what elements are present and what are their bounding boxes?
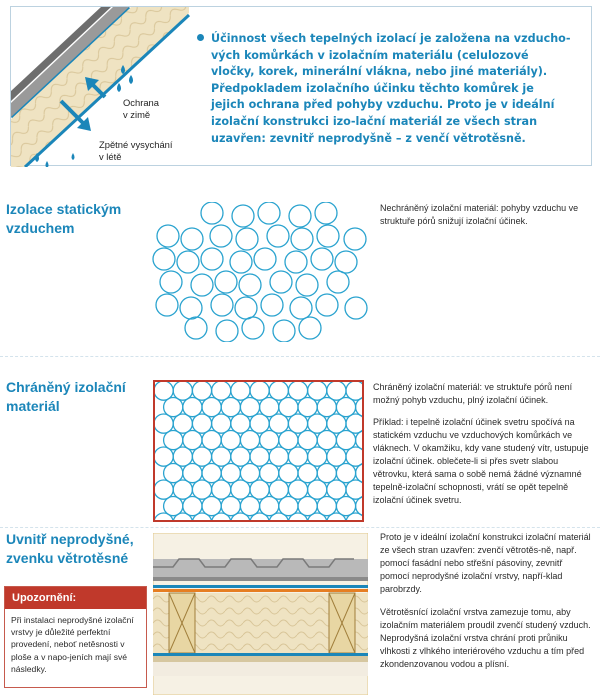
pore-circle xyxy=(327,271,349,293)
pore-circle xyxy=(316,294,338,316)
warning-box xyxy=(4,586,147,688)
section2-paragraph-1: Chráněný izolační materiál: ve struktuře pórů není možný pohyb vzduchu, plný izolační účinek. xyxy=(373,382,573,405)
pore-circle xyxy=(156,294,178,316)
pore-circle xyxy=(180,297,202,319)
pore-circle xyxy=(177,251,199,273)
pore-circle xyxy=(201,248,223,270)
pore-circle xyxy=(230,251,252,273)
unprotected-pore-diagram xyxy=(150,202,370,342)
section3-description xyxy=(380,531,593,671)
warning-title: Upozornění: xyxy=(5,587,146,609)
section3-paragraph-1: Proto je v ideální izolační konstrukci izolační materiál ze všech stran uzavřen: zvenčí větrotěs-ně, např. pomocí fasádní nebo střešní pásoviny, zevnitř pomocí neprodyšné izolační vrstvy, napří-klad parobrzdy. xyxy=(380,532,591,594)
pore-circle xyxy=(273,320,295,342)
pore-circle xyxy=(345,297,367,319)
section2-description xyxy=(373,381,593,507)
summer-label-line: Zpětné vysychání xyxy=(99,139,173,150)
pore-circle xyxy=(235,297,257,319)
pore-circle xyxy=(315,202,337,224)
pore-circle xyxy=(153,248,175,270)
winter-label-line: v zimě xyxy=(123,109,151,120)
pore-circle xyxy=(296,274,318,296)
bullet-icon xyxy=(197,34,204,41)
pore-circle xyxy=(232,205,254,227)
pore-circle xyxy=(216,320,238,342)
pore-circle xyxy=(201,202,223,224)
pore-circle xyxy=(267,225,289,247)
pore-circle xyxy=(211,294,233,316)
pore-circle xyxy=(191,274,213,296)
section-title-line: Chráněný izolační xyxy=(6,379,126,395)
section1-description: Nechráněný izolační materiál: pohyby vzduchu ve struktuře pórů snižují izolační účinek. xyxy=(380,203,579,226)
pore-circle xyxy=(160,271,182,293)
rafter xyxy=(329,593,355,653)
pore-circle xyxy=(311,248,333,270)
pore-circle xyxy=(335,251,357,273)
section-title-airtight xyxy=(6,530,134,568)
section-title-static-air xyxy=(6,200,121,238)
pore-circle xyxy=(254,248,276,270)
intro-box xyxy=(10,6,592,166)
divider xyxy=(0,527,600,528)
intro-text: Účinnost všech tepelných izolací je založena na vzducho-vých komůrkách v izolačním materiálu (celulozové vločky, korek, minerální vlákna, nebo jiné materiály). Předpokladem izolačního účinku těchto komůrek je jejich ochrana před pohyby vzduchu. Proto je v ideální izolační konstrukci izo-lační materiál ze všech stran uzavřen: zevnitř neprodyšně – z venčí větrotěsně. xyxy=(211,32,571,145)
pore-circle xyxy=(157,225,179,247)
sealing-tape xyxy=(153,589,368,592)
rafter xyxy=(169,593,195,653)
summer-label xyxy=(99,139,172,163)
section-title-line: vzduchem xyxy=(6,220,75,236)
windproof-membrane xyxy=(153,585,368,588)
winter-label-line: Ochrana xyxy=(123,97,159,108)
protected-pore-diagram xyxy=(153,380,364,522)
pore-circle xyxy=(289,205,311,227)
section-title-line: zvenku větrotěsné xyxy=(6,550,129,566)
pore-circle xyxy=(239,274,261,296)
pore-circle xyxy=(291,228,313,250)
wall-construction-diagram xyxy=(153,533,368,695)
section3-paragraph-2: Větrotěsnící izolační vrstva zamezuje tomu, aby izolačním materiálem proudil zvenčí studený vzduch. Neprodyšná izolační vrstva chrání proti průniku vlhkosti z vlhkého interiérového vzduchu a tím před zkondenzovanou vodou a plísní. xyxy=(380,607,591,669)
pore-circle xyxy=(181,228,203,250)
section-title-line: Uvnitř neprodyšné, xyxy=(6,531,134,547)
pore-circle xyxy=(270,271,292,293)
pore-circle xyxy=(317,225,339,247)
warning-text: Při instalaci neprodyšné izolační vrstvy je důležité perfektní provedení, neboť netěsnosti v ploše a v napo-jeních mají své následky. xyxy=(11,615,134,674)
pore-circle xyxy=(299,317,321,339)
pore-circle xyxy=(344,228,366,250)
section-title-line: Izolace statickým xyxy=(6,201,122,217)
section-title-line: materiál xyxy=(6,398,60,414)
pore-circle xyxy=(261,294,283,316)
pore-circle xyxy=(210,225,232,247)
summer-label-line: v létě xyxy=(99,151,122,162)
winter-label xyxy=(123,97,159,121)
pore-circle xyxy=(215,271,237,293)
section-title-protected xyxy=(6,378,126,416)
pore-circle xyxy=(242,317,264,339)
divider xyxy=(0,356,600,357)
vapour-barrier xyxy=(153,653,368,656)
roof-tiles xyxy=(153,559,368,581)
section2-paragraph-2: Příklad: i tepelně izolační účinek svetru spočívá na statickém vzduchu ve vzduchových komůrkách ve vláknech. V okamžiku, kdy vane studený vítr, ustupuje izolační účinek. oblečete-li si přes svetr slabou větrovku, která sama o sobě nemá žádné významné tepelně-izolační schopnosti, vrátí se opět tepelně izolační účinek svetru. xyxy=(373,417,589,505)
pore-circle xyxy=(236,228,258,250)
pore-circle xyxy=(258,202,280,224)
pore-circle xyxy=(290,297,312,319)
pore-circle xyxy=(185,317,207,339)
pore-circle xyxy=(285,251,307,273)
